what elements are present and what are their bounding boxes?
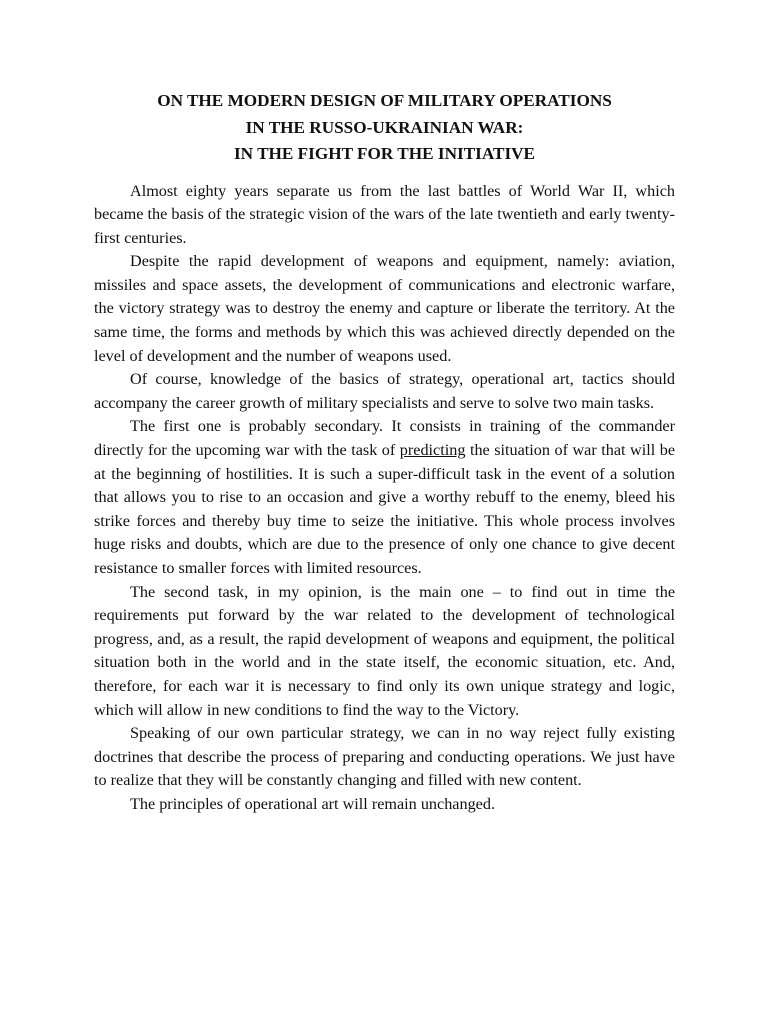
paragraph-5: The second task, in my opinion, is the main one – to find out in time the requirements put forward by the war related to the development of technological progress, and, as a result, the rapid development of weapons and equipment, the political situation both in the world and in the state itself, the economic situation, etc. And, therefore, for each war it is necessary to find only its own unique strategy and logic, which will allow in new conditions to find the way to the Victory. — [94, 582, 675, 719]
paragraph-6: Speaking of our own particular strategy, we can in no way reject fully existing doctrines that describe the process of preparing and conducting operations. We just have to realize that they will be constantly changing and filled with new content. — [94, 724, 675, 790]
title-line-1: ON THE MODERN DESIGN OF MILITARY OPERATIONS — [157, 91, 612, 110]
title-line-3: IN THE FIGHT FOR THE INITIATIVE — [233, 144, 536, 163]
title-line-2: IN THE RUSSO-UKRAINIAN WAR: — [245, 117, 524, 137]
paragraph-4-text-after: the situation of war that will be at the beginning of hostilities. It is such a super-difficult task in the event of a solution that allows you to rise to an occasion and give a worthy rebuff to the enemy, bleed his strike forces and thereby buy time to seize the initiative. This whole process involves huge risks and doubts, which are due to the presence of only one chance to give decent resistance to smaller forces with limited resources. — [94, 441, 676, 577]
document-title — [94, 88, 675, 168]
paragraph-2: Despite the rapid development of weapons and equipment, namely: aviation, missiles and space assets, the development of communications and electronic warfare, the victory strategy was to destroy the enemy and capture or liberate the territory. At the same time, the forms and methods by which this was achieved directly depended on the level of development and the number of weapons used. — [94, 252, 675, 365]
paragraph-4-text-before: The first one is probably secondary. It consists in training of the commander directly for the upcoming war with the task of — [94, 417, 675, 460]
paragraph-3: Of course, knowledge of the basics of strategy, operational art, tactics should accompany the career growth of military specialists and serve to solve two main tasks. — [94, 370, 675, 412]
paragraph-7: The principles of operational art will remain unchanged. — [130, 794, 495, 813]
document-page — [94, 88, 675, 817]
underlined-word-predicting: predicting — [399, 441, 466, 460]
paragraph-1: Almost eighty years separate us from the last battles of World War II, which became the basis of the strategic vision of the wars of the late twentieth and early twenty-first centuries. — [94, 181, 675, 247]
paragraph-4 — [94, 415, 675, 580]
